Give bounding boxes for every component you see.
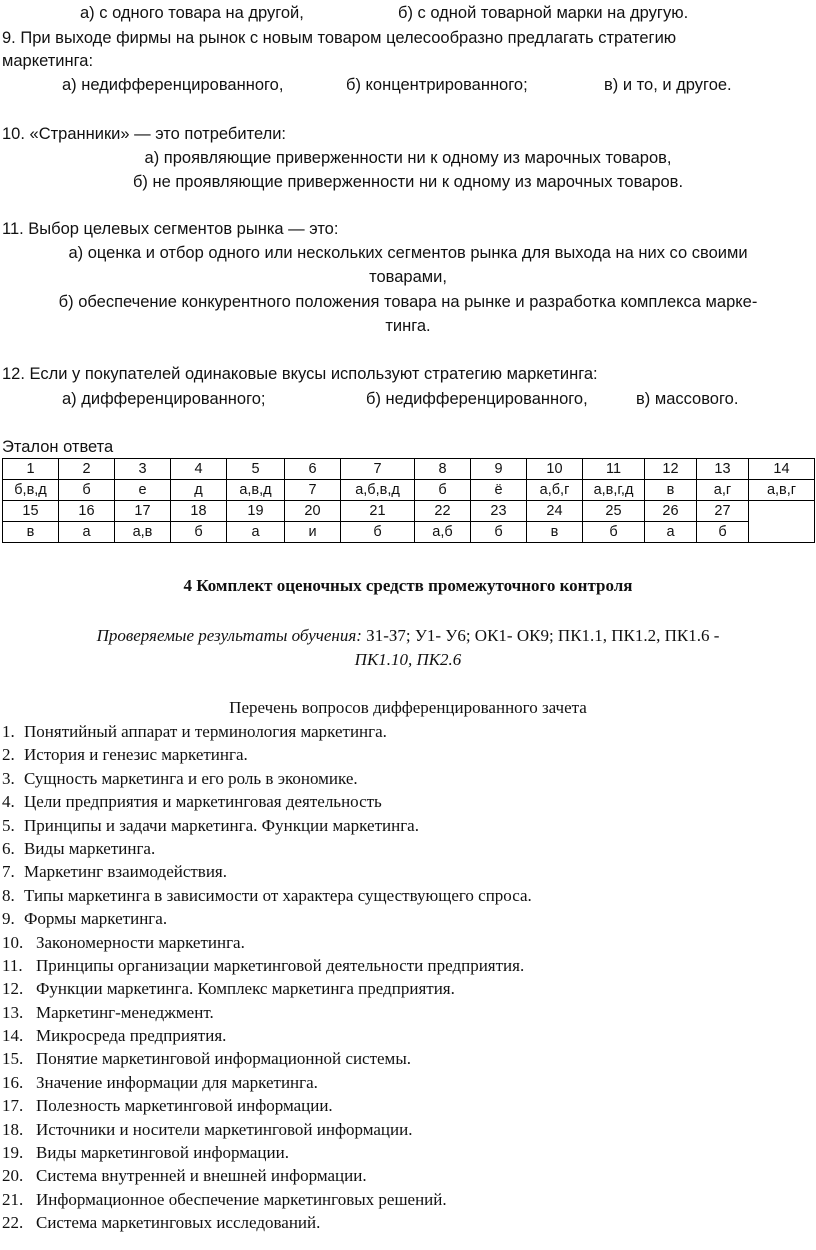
question-number-cell: 19	[227, 501, 285, 522]
q9-option-b: б) концентрированного;	[346, 76, 528, 94]
list-item-number: 16.	[2, 1072, 24, 1092]
list-item-text: Информационное обеспечение маркетинговых решений.	[36, 1189, 447, 1209]
question-number-cell: 2	[59, 459, 115, 480]
list-item-text: Виды маркетинговой информации.	[36, 1143, 289, 1163]
list-item-text: Система маркетинговых исследований.	[36, 1213, 321, 1233]
question-number-cell: 13	[697, 459, 749, 480]
q10-question: 10. «Странники» — это потребители:	[2, 125, 287, 143]
list-item-number: 15.	[2, 1049, 24, 1069]
list-item-number: 22.	[2, 1213, 24, 1233]
q12-option-a: а) дифференцированного;	[62, 390, 266, 408]
list-item	[2, 907, 814, 930]
list-item-text: Маркетинг взаимодействия.	[24, 862, 228, 882]
answer-cell: а	[645, 522, 697, 543]
question-number-cell: 12	[645, 459, 697, 480]
list-item-text: Цели предприятия и маркетинговая деятельность	[24, 792, 382, 812]
list-item	[2, 1211, 814, 1234]
question-number-cell: 27	[697, 501, 749, 522]
list-item-number: 3.	[2, 768, 15, 788]
list-item-number: 20.	[2, 1166, 24, 1186]
q11-option-a: а) оценка и отбор одного или нескольких сегментов рынка для выхода на них со своими	[68, 244, 748, 262]
answer-cell: в	[645, 480, 697, 501]
q8-option-a: а) с одного товара на другой,	[80, 4, 304, 22]
q11-question: 11. Выбор целевых сегментов рынка — это:	[2, 220, 339, 238]
list-item-text: Функции маркетинга. Комплекс маркетинга предприятия.	[36, 979, 455, 999]
question-number-cell: 25	[583, 501, 645, 522]
list-item	[2, 1024, 814, 1047]
question-number-cell: 20	[285, 501, 341, 522]
q12-option-b: б) недифференцированного,	[366, 390, 588, 408]
list-item-number: 4.	[2, 792, 15, 812]
list-item-number: 19.	[2, 1143, 24, 1163]
answer-key-table	[2, 458, 815, 543]
list-item-text: Сущность маркетинга и его роль в экономике.	[24, 768, 358, 788]
answer-cell: а	[59, 522, 115, 543]
list-item	[2, 767, 814, 790]
question-number-cell: 23	[471, 501, 527, 522]
question-number-cell: 7	[341, 459, 415, 480]
list-item	[2, 1141, 814, 1164]
question-number-cell: 3	[115, 459, 171, 480]
question-number-cell: 10	[527, 459, 583, 480]
list-item	[2, 860, 814, 883]
q11-option-b-cont: тинга.	[385, 317, 431, 335]
list-item	[2, 1071, 814, 1094]
list-item-text: Система внутренней и внешней информации.	[36, 1166, 367, 1186]
results-value: З1-З7; У1- У6; ОК1- ОК9; ПК1.1, ПК1.2, ПК1.6 -	[361, 626, 720, 645]
question-number-cell: 16	[59, 501, 115, 522]
list-item-number: 10.	[2, 932, 24, 952]
results-line-cont: ПК1.10, ПК2.6	[354, 650, 462, 669]
list-item-number: 1.	[2, 722, 15, 741]
question-number-cell: 18	[171, 501, 227, 522]
answer-cell: а	[227, 522, 285, 543]
list-item	[2, 814, 814, 837]
q11-option-a-cont: товарами,	[369, 268, 447, 286]
list-item	[2, 884, 814, 907]
q10-option-b: б) не проявляющие приверженности ни к одному из марочных товаров.	[132, 173, 684, 191]
list-item-number: 6.	[2, 838, 15, 858]
answer-cell: а,в,г,д	[583, 480, 645, 501]
list-item-number: 13.	[2, 1002, 24, 1022]
answer-key-answers-row-1	[3, 480, 815, 501]
list-item-text: Понятие маркетинговой информационной системы.	[36, 1049, 411, 1069]
answer-cell: д	[171, 480, 227, 501]
question-number-cell: 26	[645, 501, 697, 522]
answer-cell: а,б,в,д	[341, 480, 415, 501]
q9-question: 9. При выходе фирмы на рынок с новым товаром целесообразно предлагать стратегию	[2, 29, 677, 47]
answer-key-numbers-row-1	[3, 459, 815, 480]
q12-option-c: в) массового.	[636, 390, 739, 408]
question-number-cell: 11	[583, 459, 645, 480]
list-item-number: 5.	[2, 815, 15, 835]
list-item	[2, 1047, 814, 1070]
list-item-text: Принципы и задачи маркетинга. Функции маркетинга.	[24, 815, 419, 835]
answer-cell: б	[341, 522, 415, 543]
answer-key-answers-row-2	[3, 522, 815, 543]
section-title: 4 Комплект оценочных средств промежуточного контроля	[183, 576, 633, 595]
list-item	[2, 931, 814, 954]
list-item-text: Виды маркетинга.	[24, 838, 156, 858]
list-item	[2, 837, 814, 860]
answer-cell: б	[583, 522, 645, 543]
list-item	[2, 1188, 814, 1211]
list-item-text: Полезность маркетинговой информации.	[36, 1096, 333, 1116]
list-item	[2, 1094, 814, 1117]
answer-cell: ё	[471, 480, 527, 501]
list-item-number: 7.	[2, 862, 15, 882]
question-number-cell: 5	[227, 459, 285, 480]
question-number-cell: 17	[115, 501, 171, 522]
answer-cell: а,б	[415, 522, 471, 543]
list-item-text: Микросреда предприятия.	[36, 1026, 227, 1046]
q11-option-b: б) обеспечение конкурентного положения товара на рынке и разработка комплекса марке-	[58, 293, 758, 311]
list-item-text: Значение информации для маркетинга.	[36, 1072, 318, 1092]
list-item-number: 11.	[2, 955, 23, 975]
answer-cell: б	[59, 480, 115, 501]
q10-option-a: а) проявляющие приверженности ни к одному из марочных товаров,	[144, 149, 672, 167]
empty-cell	[749, 501, 815, 543]
answer-cell: 7	[285, 480, 341, 501]
question-number-cell: 9	[471, 459, 527, 480]
answer-cell: б	[171, 522, 227, 543]
answer-cell: б	[697, 522, 749, 543]
q8-option-b: б) с одной товарной марки на другую.	[398, 4, 689, 22]
list-item	[2, 1164, 814, 1187]
question-number-cell: 4	[171, 459, 227, 480]
list-item-text: Понятийный аппарат и терминология маркетинга.	[24, 722, 387, 741]
list-item-text: Формы маркетинга.	[24, 909, 168, 929]
answer-cell: б,в,д	[3, 480, 59, 501]
q9-option-c: в) и то, и другое.	[604, 76, 732, 94]
list-item-number: 8.	[2, 885, 15, 905]
list-item	[2, 720, 814, 743]
answer-key-caption: Эталон ответа	[2, 438, 114, 456]
q12-question: 12. Если у покупателей одинаковые вкусы используют стратегию маркетинга:	[2, 365, 598, 383]
list-title: Перечень вопросов дифференцированного зачета	[229, 698, 587, 717]
q9-option-a: а) недифференцированного,	[62, 76, 284, 94]
list-item	[2, 790, 814, 813]
question-number-cell: 21	[341, 501, 415, 522]
answer-key-numbers-row-2	[3, 501, 815, 522]
q9-question-cont: маркетинга:	[2, 52, 94, 70]
answer-cell: а,в,д	[227, 480, 285, 501]
list-item-number: 2.	[2, 745, 15, 765]
list-item-number: 18.	[2, 1119, 24, 1139]
list-item-text: Маркетинг-менеджмент.	[36, 1002, 214, 1022]
answer-cell: б	[471, 522, 527, 543]
list-item-number: 9.	[2, 909, 15, 929]
answer-cell: б	[415, 480, 471, 501]
question-number-cell: 15	[3, 501, 59, 522]
list-item	[2, 743, 814, 766]
results-line	[0, 625, 816, 647]
answer-cell: а,г	[697, 480, 749, 501]
question-number-cell: 22	[415, 501, 471, 522]
question-number-cell: 1	[3, 459, 59, 480]
list-item-number: 17.	[2, 1096, 24, 1116]
list-item	[2, 954, 814, 977]
answer-cell: е	[115, 480, 171, 501]
list-item-text: Типы маркетинга в зависимости от характера существующего спроса.	[24, 885, 532, 905]
list-item	[2, 977, 814, 1000]
results-label: Проверяемые результаты обучения:	[96, 626, 362, 645]
question-number-cell: 24	[527, 501, 583, 522]
list-item-text: Закономерности маркетинга.	[36, 932, 245, 952]
answer-cell: в	[527, 522, 583, 543]
question-number-cell: 8	[415, 459, 471, 480]
answer-cell: в	[3, 522, 59, 543]
answer-cell: а,в,г	[749, 480, 815, 501]
question-list	[2, 720, 814, 1235]
question-number-cell: 6	[285, 459, 341, 480]
list-item	[2, 1118, 814, 1141]
answer-cell: а,в	[115, 522, 171, 543]
answer-cell: а,б,г	[527, 480, 583, 501]
list-item-number: 14.	[2, 1026, 24, 1046]
list-item-text: Принципы организации маркетинговой деятельности предприятия.	[36, 955, 525, 975]
list-item-text: Источники и носители маркетинговой информации.	[36, 1119, 413, 1139]
list-item	[2, 1001, 814, 1024]
list-item-number: 21.	[2, 1189, 24, 1209]
question-number-cell: 14	[749, 459, 815, 480]
list-item-text: История и генезис маркетинга.	[24, 745, 248, 765]
answer-cell: и	[285, 522, 341, 543]
list-item-number: 12.	[2, 979, 24, 999]
